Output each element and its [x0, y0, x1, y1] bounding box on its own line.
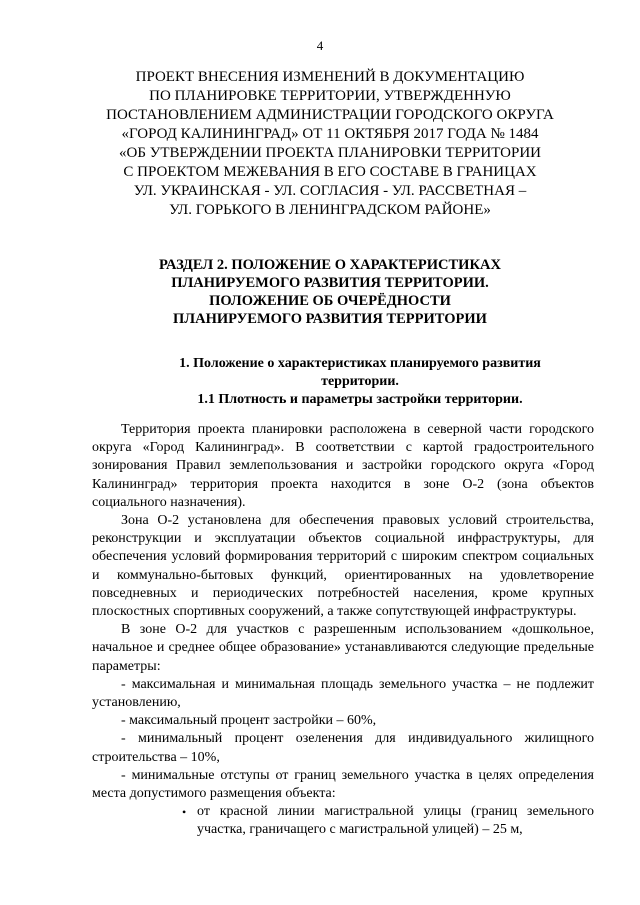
- bullet-item-text: от красной линии магистральной улицы (границ земельного участка, граничащего с магистральной улицей) – 25 м,: [197, 804, 594, 838]
- section-heading-line: ПОЛОЖЕНИЕ ОБ ОЧЕРЁДНОСТИ: [209, 293, 451, 309]
- subheading: [120, 355, 600, 409]
- section-heading-line: ПЛАНИРУЕМОГО РАЗВИТИЯ ТЕРРИТОРИИ.: [171, 275, 489, 291]
- document-title: [60, 68, 600, 220]
- paragraph-zone: Зона О-2 установлена для обеспечения правовых условий строительства, реконструкции и эксплуатации объектов социальной инфраструктуры, для обеспечения условий формирования территорий с широким спектром социальных и коммунально-бытовых функций, ориентированных на удовлетворение повседневных и периодических потребностей населения, кроме крупных плоскостных спортивных сооружений, а также сопутствующей инфраструктуры.: [92, 513, 594, 620]
- title-line: ПО ПЛАНИРОВКЕ ТЕРРИТОРИИ, УТВЕРЖДЕННУЮ: [149, 88, 511, 104]
- title-line: ПОСТАНОВЛЕНИЕМ АДМИНИСТРАЦИИ ГОРОДСКОГО ОКРУГА: [106, 107, 554, 123]
- list-item-area: - максимальная и минимальная площадь земельного участка – не подлежит установлению,: [92, 676, 594, 711]
- list-item-setbacks: - минимальные отступы от границ земельного участка в целях определения места допустимого размещения объекта:: [92, 767, 594, 802]
- title-line: «ГОРОД КАЛИНИНГРАД» ОТ 11 ОКТЯБРЯ 2017 ГОДА № 1484: [121, 126, 539, 142]
- list-item-greening: - минимальный процент озеленения для индивидуального жилищного строительства – 10%,: [92, 731, 594, 765]
- paragraph-location: Территория проекта планировки расположена в северной части городского округа «Город Калининград». В соответствии с картой градостроительного зонирования Правил землепользования и застройки городского округа «Город Калининград» территория проекта находится в зоне О-2 (зона объектов социального назначения).: [92, 422, 594, 510]
- body-text: [92, 421, 594, 840]
- list-item-coverage: - максимальный процент застройки – 60%,: [121, 713, 377, 729]
- section-heading-line: ПЛАНИРУЕМОГО РАЗВИТИЯ ТЕРРИТОРИИ: [173, 311, 487, 327]
- title-line: ПРОЕКТ ВНЕСЕНИЯ ИЗМЕНЕНИЙ В ДОКУМЕНТАЦИЮ: [135, 69, 525, 85]
- bullet-icon: •: [182, 805, 187, 820]
- subheading-line: 1.1 Плотность и параметры застройки территории.: [197, 392, 523, 407]
- title-line: УЛ. ГОРЬКОГО В ЛЕНИНГРАДСКОМ РАЙОНЕ»: [169, 202, 491, 218]
- title-line: УЛ. УКРАИНСКАЯ - УЛ. СОГЛАСИЯ - УЛ. РАССВЕТНАЯ –: [133, 183, 527, 199]
- subheading-line: 1. Положение о характеристиках планируемого развития: [179, 356, 541, 371]
- title-line: С ПРОЕКТОМ МЕЖЕВАНИЯ В ЕГО СОСТАВЕ В ГРАНИЦАХ: [123, 164, 537, 180]
- section-heading: [60, 256, 600, 328]
- section-heading-line: РАЗДЕЛ 2. ПОЛОЖЕНИЕ О ХАРАКТЕРИСТИКАХ: [159, 257, 501, 273]
- title-line: «ОБ УТВЕРЖДЕНИИ ПРОЕКТА ПЛАНИРОВКИ ТЕРРИТОРИИ: [119, 145, 541, 161]
- bullet-item: [92, 803, 594, 839]
- page-number: 4: [316, 38, 324, 53]
- paragraph-parameters: В зоне О-2 для участков с разрешенным использованием «дошкольное, начальное и среднее общее образование» устанавливаются следующие предельные параметры:: [92, 622, 594, 674]
- subheading-line: территории.: [321, 374, 399, 389]
